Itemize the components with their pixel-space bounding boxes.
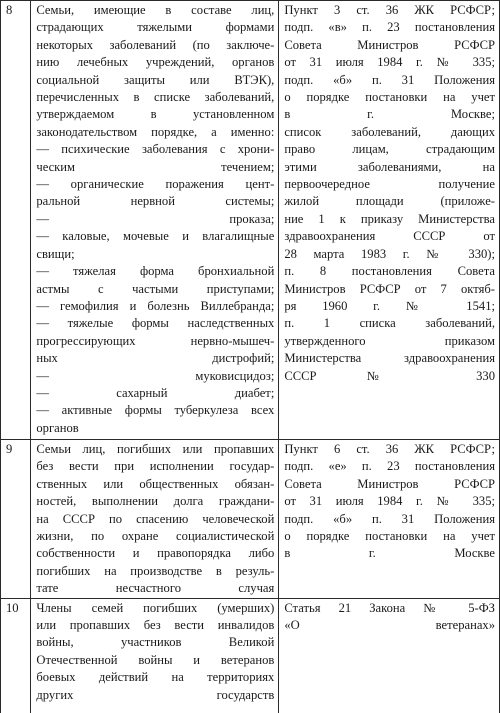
text-line: — психические заболевания с хрони- [36, 142, 275, 157]
text-line: свищи; [36, 246, 75, 261]
text-line: некоторых заболеваний (по заключе- [36, 37, 275, 52]
text-line: боевых действий на территориях [36, 670, 275, 685]
text-line: — органические поражения цент- [36, 177, 275, 192]
text-line: ние 1 к приказу Министерства [284, 211, 495, 226]
text-line: утвержденного приказом [284, 333, 495, 348]
text-line: — тяжелая форма бронхиальной [36, 264, 275, 279]
text-line: от 31 июля 1984 г. № 335; [284, 55, 495, 70]
text-line: нию лечебных учреждений, органов [36, 55, 275, 70]
text-line: жилой площади (приложе- [284, 194, 495, 209]
text-line: ностей, выполнении долга граждани- [36, 494, 275, 509]
text-line: Пункт 6 ст. 36 ЖК РСФСР; [284, 442, 495, 456]
category-cell [31, 1, 279, 440]
text-line: ческим течением; [36, 159, 275, 174]
text-line: Отечественной войны и ветеранов [36, 652, 275, 667]
text-line: подп. «в» п. 23 постановления [284, 20, 495, 35]
text-line: без вести при исполнении государ- [36, 459, 275, 474]
text-line: — сахарный диабет; [36, 385, 275, 400]
row-number: 10 [1, 598, 31, 712]
text-line: — активные формы туберкулеза всех [36, 403, 275, 418]
text-line: «О ветеранах» [284, 618, 495, 633]
text-line: подп. «б» п. 31 Положения [284, 72, 495, 87]
text-line: в г. Москве [284, 546, 495, 561]
text-line: в г. Москве; [284, 107, 495, 122]
text-line: Совета Министров РСФСР [284, 37, 495, 52]
table-row [1, 1, 500, 440]
legal-basis-cell [279, 440, 500, 599]
table-row [1, 440, 500, 599]
text-line: — тяжелые формы наследственных [36, 316, 275, 331]
text-line: этими заболеваниями, на [284, 159, 495, 174]
text-line: органов [36, 420, 79, 435]
text-line: Министров РСФСР от 7 октяб- [284, 281, 495, 296]
text-line: ря 1960 г. № 1541; [284, 298, 495, 313]
text-line: перечисленных в списке заболеваний, [36, 90, 275, 105]
text-line: о порядке постановки на учет [284, 90, 495, 105]
text-line: п. 8 постановления Совета [284, 264, 495, 279]
text-line: войны, участников Великой [36, 635, 275, 650]
text-line: здравоохранения СССР от [284, 229, 495, 244]
text-line: — гемофилия и болезнь Виллебранда; [36, 298, 275, 313]
text-line: законодательством порядке, а именно: [36, 124, 275, 139]
text-line: социальной защиты или ВТЭК), [36, 72, 275, 87]
legal-basis-cell [279, 1, 500, 440]
legal-basis-cell [279, 598, 500, 712]
text-line: Семьи лиц, погибших или пропавших [36, 442, 275, 456]
text-line: первоочередное получение [284, 177, 495, 192]
text-line: погибших на производстве в резуль- [36, 563, 275, 578]
text-line: тате несчастного случая [36, 581, 275, 596]
text-line: на СССР по спасению человеческой [36, 511, 275, 526]
text-line: Статья 21 Закона № 5-ФЗ [284, 600, 495, 615]
text-line: ственных или общественных обязан- [36, 476, 275, 491]
text-line: собственности и правопорядка либо [36, 546, 275, 561]
text-line: Члены семей погибших (умерших) [36, 600, 275, 615]
text-line: 28 марта 1983 г. № 330); [284, 246, 495, 261]
text-line: о порядке постановки на учет [284, 529, 495, 544]
text-line: жизни, по охране социалистической [36, 529, 275, 544]
text-line: п. 1 списка заболеваний, [284, 316, 495, 331]
text-line: астмы с частыми приступами; [36, 281, 275, 296]
text-line: страдающих тяжелыми формами [36, 20, 275, 35]
text-line: право лицам, страдающим [284, 142, 495, 157]
text-line: ных дистрофий; [36, 351, 275, 366]
text-line: ральной нервной системы; [36, 194, 275, 209]
text-line: список заболеваний, дающих [284, 124, 495, 139]
row-number: 9 [1, 440, 31, 599]
row-number: 8 [1, 1, 31, 440]
text-line: — проказа; [36, 211, 275, 226]
text-line: подп. «б» п. 31 Положения [284, 511, 495, 526]
text-line: СССР № 330 [284, 368, 495, 383]
text-line: прогрессирующих нервно-мышеч- [36, 333, 275, 348]
category-cell [31, 598, 279, 712]
text-line: или пропавших без вести инвалидов [36, 618, 275, 633]
table-row [1, 598, 500, 712]
text-line: — муковисцидоз; [36, 368, 275, 383]
text-line: Министерства здравоохранения [284, 351, 495, 366]
text-line: от 31 июля 1984 г. № 335; [284, 494, 495, 509]
text-line: других государств [36, 687, 275, 702]
category-cell [31, 440, 279, 599]
text-line: Семьи, имеющие в составе лиц, [36, 3, 275, 17]
text-line: Совета Министров РСФСР [284, 476, 495, 491]
text-line: подп. «е» п. 23 постановления [284, 459, 495, 474]
text-line: Пункт 3 ст. 36 ЖК РСФСР; [284, 3, 495, 17]
text-line: — каловые, мочевые и влагалищные [36, 229, 275, 244]
text-line: утверждаемом в установленном [36, 107, 275, 122]
